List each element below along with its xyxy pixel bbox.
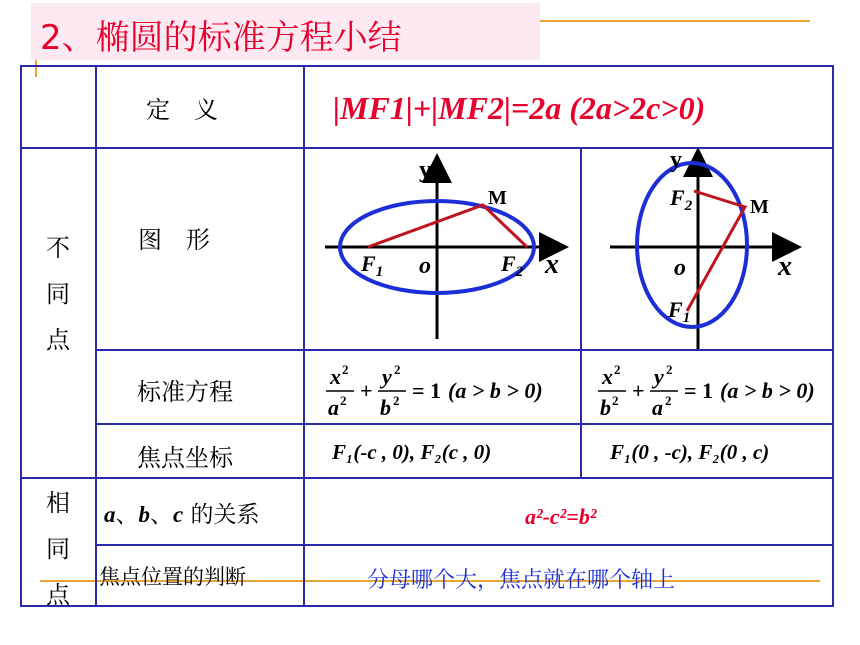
eq-num1: x: [330, 364, 341, 389]
definition-formula: |MF1|+|MF2|=2a (2a>2c>0): [333, 90, 706, 126]
row-label-judge: 焦点位置的判断: [99, 565, 246, 589]
relation-tail: 的关系: [183, 502, 260, 528]
eq-rhs: = 1: [684, 378, 714, 403]
group-label-same: [38, 480, 78, 618]
eq-num1: x: [602, 364, 613, 389]
eq-sup: 2: [614, 362, 621, 377]
row-label-relation: [104, 496, 260, 529]
judge-answer: 分母哪个大，焦点就在哪个轴上: [367, 568, 676, 593]
focus-sub: 1: [375, 264, 384, 280]
group-char: 相: [46, 489, 70, 517]
focus-letter: F: [668, 297, 683, 322]
eq-sup: 2: [666, 362, 673, 377]
separator: 、: [150, 502, 173, 528]
foci-vertical: F₁(0 , -c), F₂(0 , c): [610, 440, 770, 464]
eq-rhs: = 1: [412, 378, 442, 403]
eq-num2: y: [654, 364, 664, 389]
relation-formula: a²-c²=b²: [525, 504, 597, 529]
eq-sup: 2: [665, 393, 672, 408]
page-title: 2、椭圆的标准方程小结: [40, 18, 402, 58]
group-char: 点: [46, 581, 70, 609]
focus-letter: F: [361, 251, 376, 276]
separator: 、: [115, 502, 139, 528]
focus-f1-label: [667, 297, 690, 326]
group-char: 点: [46, 326, 70, 354]
eq-sup: 2: [342, 362, 349, 377]
var-b: b: [138, 502, 150, 527]
focus-letter: F: [670, 185, 685, 210]
group-char: 同: [46, 535, 70, 563]
x-axis-label: x: [545, 249, 559, 280]
focus-f2-label: [669, 185, 693, 214]
focus-sub: 1: [682, 310, 691, 326]
eq-den1: b: [600, 395, 611, 420]
equation-vertical: [590, 358, 830, 420]
point-m-label: M: [750, 196, 769, 218]
point-m-label: M: [488, 187, 507, 209]
equation-horizontal: [318, 358, 568, 420]
eq-den1: a: [328, 395, 339, 420]
x-axis-label: x: [778, 251, 792, 282]
eq-plus: +: [632, 378, 645, 403]
group-char: 同: [46, 280, 70, 308]
row-label-definition: 定 义: [146, 96, 218, 124]
row-label-focus: 焦点坐标: [137, 444, 233, 472]
origin-label: o: [419, 253, 431, 279]
y-axis-label: y: [670, 149, 682, 173]
eq-cond: (a > b > 0): [720, 378, 815, 403]
group-label-different: [38, 225, 78, 363]
focus-sub: 2: [515, 264, 524, 280]
eq-sup: 2: [394, 362, 401, 377]
group-char: 不: [46, 234, 70, 262]
eq-den2: b: [380, 395, 391, 420]
foci-horizontal: F₁(-c , 0), F₂(c , 0): [332, 440, 492, 464]
eq-sup: 2: [612, 393, 619, 408]
focus-f2-label: [500, 251, 524, 280]
eq-num2: y: [382, 364, 392, 389]
focus-f1-label: [360, 251, 383, 280]
eq-sup: 2: [393, 393, 400, 408]
eq-plus: +: [360, 378, 373, 403]
row-label-equation: 标准方程: [137, 378, 233, 406]
figure-horizontal-ellipse: [305, 149, 580, 349]
figure-vertical-ellipse: [582, 149, 832, 349]
focus-sub: 2: [684, 198, 693, 214]
eq-sup: 2: [340, 393, 347, 408]
eq-den2: a: [652, 395, 663, 420]
row-label-figure: 图 形: [138, 226, 210, 254]
focus-letter: F: [501, 251, 516, 276]
var-a: a: [104, 502, 116, 527]
origin-label: o: [674, 255, 686, 281]
eq-cond: (a > b > 0): [448, 378, 543, 403]
var-c: c: [173, 502, 184, 527]
y-axis-label: y: [419, 157, 431, 183]
